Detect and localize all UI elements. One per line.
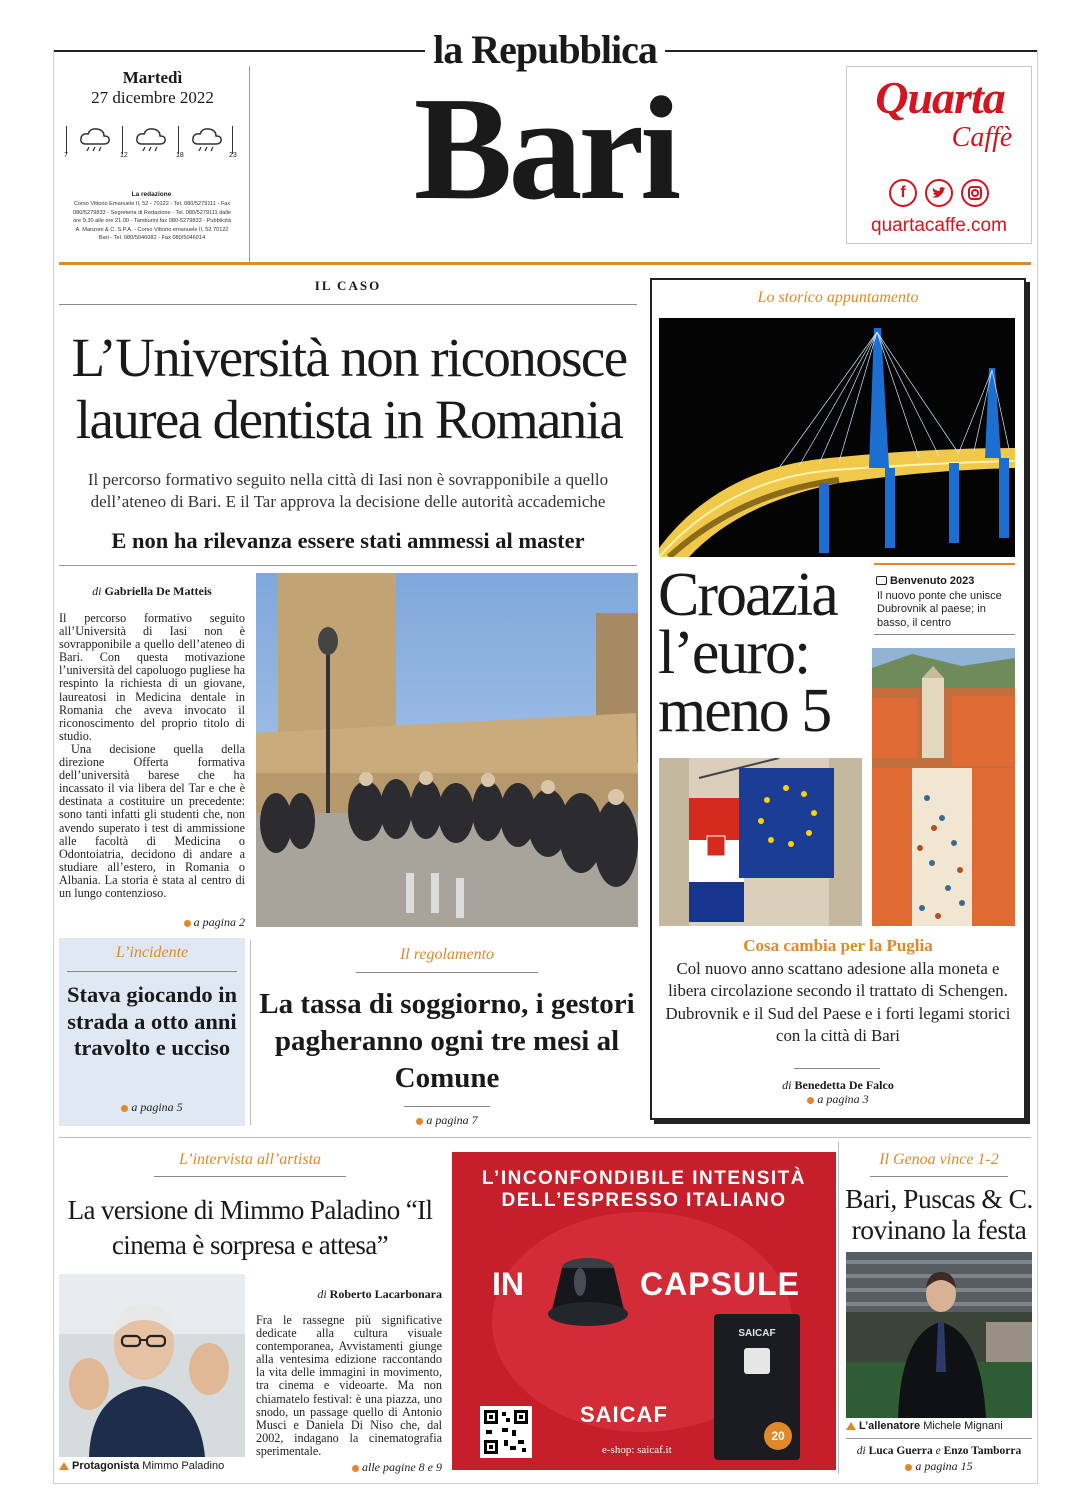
regolamento-rule <box>356 972 538 973</box>
rain-cloud-icon <box>190 126 224 154</box>
caption-text: Michele Mignani <box>923 1420 1003 1432</box>
incidente-rule <box>67 971 237 972</box>
intervista-rule <box>154 1176 346 1177</box>
caption-marker-icon <box>59 1462 69 1470</box>
byline-author: Enzo Tamborra <box>943 1445 1022 1457</box>
intervista-page-ref[interactable] <box>256 1460 442 1475</box>
page-frame-right <box>1037 50 1038 1484</box>
intervista-kicker: L’intervista all’artista <box>178 1151 322 1168</box>
lead-byline <box>59 584 245 599</box>
saicaf-product-box <box>714 1314 800 1460</box>
page-ref-text: a pagina 3 <box>817 1092 869 1106</box>
regolamento-page-ref[interactable] <box>256 1113 638 1128</box>
box-brand: SAICAF <box>738 1328 776 1339</box>
lead-body <box>59 612 245 900</box>
redazione-text: Corso Vittorio Emanuele II, 52 - 70122 - Tel. 080/5279111 - Fax 080/5279833 - Segreteria di Redazione - Tel. 080/5279111 dalle ore 9.30 alle ore 21.00 - Tamburini fax 080-5279833 - Pubblicità A. Manzoni & C. S.P.A. - Corso Vittorio emanuele II, 52 70122 Bari - Tel. 080/5046082 - Fax 080/5046014 <box>73 201 231 242</box>
weather-hour: 12 <box>120 152 128 159</box>
rain-cloud-icon <box>78 126 112 154</box>
genoa-kicker: Il Genoa vince 1-2 <box>879 1151 999 1168</box>
mignani-photo <box>846 1252 1032 1418</box>
byline-prefix: di <box>317 1287 327 1301</box>
caption-bold: Protagonista <box>72 1460 140 1472</box>
quarta-brand-bottom: Caffè <box>951 122 1013 153</box>
saicaf-eshop[interactable]: e-shop: saicaf.it <box>602 1444 672 1456</box>
intervista-headline: La versione di Mimmo Paladino “Il cinema è sorpresa e attesa” <box>67 1195 433 1260</box>
incidente-page-ref[interactable] <box>59 1100 245 1115</box>
date-full: 27 dicembre 2022 <box>91 88 214 107</box>
caption-title-row <box>876 575 974 587</box>
lead-page-ref[interactable] <box>59 915 245 930</box>
bullet-icon <box>352 1465 359 1472</box>
intervista-byline <box>256 1287 442 1302</box>
croazia-rule <box>794 1068 880 1069</box>
section-divider <box>59 1137 1031 1138</box>
dubrovnik-photo <box>872 648 1015 926</box>
bullet-icon <box>807 1097 814 1104</box>
byline-prefix: di <box>782 1078 792 1092</box>
paladino-photo <box>59 1274 245 1457</box>
masthead-rule-left <box>53 50 425 52</box>
caption-marker-icon <box>846 1422 856 1430</box>
qr-code-icon[interactable] <box>480 1406 532 1458</box>
column-divider <box>250 940 251 1125</box>
croazia-byline <box>652 1078 1024 1093</box>
bullet-icon <box>416 1118 423 1125</box>
twitter-icon[interactable] <box>925 179 953 207</box>
saicaf-capsule-word: CAPSULE <box>640 1266 800 1302</box>
croazia-headline: Croazia l’euro: meno 5 <box>658 561 837 745</box>
byline-prefix: di <box>92 584 102 598</box>
page-ref-text: a pagina 7 <box>426 1113 478 1127</box>
portrait-illustration <box>59 1274 245 1457</box>
byline-author: Gabriella De Matteis <box>104 584 212 598</box>
weather-slot <box>120 122 176 162</box>
caption-bold: L’allenatore <box>859 1420 921 1432</box>
rain-cloud-icon <box>134 126 168 154</box>
lead-kicker: IL CASO <box>314 278 382 293</box>
regolamento-rule-bottom <box>404 1106 490 1107</box>
bridge-illustration <box>659 318 1015 557</box>
bridge-photo <box>659 318 1015 557</box>
regolamento-headline: La tassa di soggiorno, i gestori pagheranno ogni tre mesi al Comune <box>259 988 635 1094</box>
lead-photo <box>256 573 638 927</box>
column-divider <box>838 1142 839 1474</box>
page-ref-text: a pagina 5 <box>131 1100 183 1114</box>
page-frame-left <box>53 50 54 1484</box>
redazione-title: La redazione <box>131 191 172 198</box>
saicaf-line1: L’INCONFONDIBILE INTENSITÀ <box>482 1168 806 1189</box>
lead-body-paragraph: Una decisione quella della direzione Offerta formativa dell’università barese che ha incassato il via libera del Tar e che è destinata a costituire un precedente: sono tanti infatti gli studenti che, non avendo superato i test di ammissione alle facoltà di Medicina o Odontoiatria, decidono di andare a studiare all’estero, in Romania o Albania. La storia è stata al centro di un lungo contenzioso. <box>59 741 245 900</box>
incidente-kicker: L’incidente <box>115 944 189 961</box>
byline-prefix: di <box>856 1445 866 1457</box>
caption-text: Mimmo Paladino <box>142 1460 225 1472</box>
box-logo <box>744 1348 770 1374</box>
lead-kicker-rule <box>59 304 637 305</box>
quarta-url[interactable]: quartacaffe.com <box>871 215 1007 236</box>
lead-deck-rule <box>59 565 637 566</box>
genoa-page-ref[interactable] <box>846 1459 1032 1474</box>
croazia-page-ref[interactable] <box>652 1092 1024 1107</box>
box-badge: 20 <box>764 1422 792 1450</box>
mignani-caption <box>846 1420 1036 1432</box>
genoa-headline: Bari, Puscas & C. rovinano la festa <box>845 1183 1033 1245</box>
page-ref-text: alle pagine 8 e 9 <box>362 1460 442 1474</box>
weather-tick <box>122 126 123 154</box>
incidente-box <box>59 938 245 1126</box>
regolamento-kicker: Il regolamento <box>399 946 495 963</box>
dubrovnik-illustration <box>872 648 1015 926</box>
paper-name: la Repubblica <box>433 27 657 72</box>
saicaf-line2: DELL’ESPRESSO ITALIANO <box>501 1190 787 1211</box>
masthead-orange-rule <box>59 262 1031 265</box>
genoa-byline <box>844 1445 1034 1457</box>
capsule-icon <box>540 1252 636 1332</box>
social-row <box>889 179 993 209</box>
byline-author: Roberto Lacarbonara <box>329 1287 442 1301</box>
caption-title: Benvenuto 2023 <box>890 575 975 587</box>
croazia-caption <box>874 563 1015 635</box>
saicaf-brand: SAICAF <box>580 1402 668 1427</box>
coach-illustration <box>846 1252 1032 1418</box>
castle-crowd-illustration <box>256 573 638 927</box>
byline-author: Luca Guerra <box>868 1445 933 1457</box>
bullet-icon <box>121 1105 128 1112</box>
date-day: Martedì <box>122 68 183 87</box>
croazia-subkicker: Cosa cambia per la Puglia <box>743 936 933 955</box>
weather-slot <box>176 122 232 162</box>
camera-icon <box>876 576 887 585</box>
page-frame-bottom <box>53 1483 1038 1484</box>
intervista-body: Fra le rassegne più significative dedicate alla cultura visuale contemporanea, Avvistamenti giunge alla ventesima edizione raccontando la vita delle immagini in movimento, tra cinema e videoarte. Ma non chiamatelo festival: è una piazza, uno snodo, un passage quello di Antonio Musci e Daniela Di Niso che, dal 2002, indagano la cinematografia sperimentale. <box>256 1313 442 1458</box>
left-box-divider <box>249 66 250 264</box>
weather-tick-end <box>232 126 233 154</box>
weather-hour: 7 <box>64 152 68 159</box>
weather-tick <box>178 126 179 154</box>
quarta-ad[interactable] <box>846 66 1032 244</box>
weather-strip <box>64 122 242 162</box>
weather-slot <box>64 122 120 162</box>
caption-text: Il nuovo ponte che unisce Dubrovnik al paese; in basso, il centro <box>877 590 1002 629</box>
byline-author: Benedetta De Falco <box>794 1078 894 1092</box>
bullet-icon <box>184 920 191 927</box>
flags-illustration <box>659 758 862 926</box>
weather-hour: 23 <box>229 152 237 159</box>
byline-and: e <box>935 1445 941 1457</box>
paladino-caption <box>59 1460 259 1472</box>
page-ref-text: a pagina 2 <box>193 915 245 929</box>
lead-deck: E non ha rilevanza essere stati ammessi al master <box>111 528 585 553</box>
page-ref-text: a pagina 15 <box>915 1459 973 1473</box>
croazia-kicker: Lo storico appuntamento <box>757 289 919 306</box>
incidente-headline: Stava giocando in strada a otto anni travolto e ucciso <box>66 982 238 1060</box>
masthead-rule-right <box>665 50 1038 52</box>
bullet-icon <box>905 1464 912 1471</box>
genoa-rule <box>870 1176 1008 1177</box>
instagram-icon[interactable] <box>961 179 989 207</box>
flags-photo <box>659 758 862 926</box>
saicaf-ad[interactable] <box>452 1152 836 1470</box>
quarta-brand-top: Quarta <box>875 72 1005 123</box>
saicaf-in: IN <box>492 1266 524 1302</box>
lead-body-paragraph: Il percorso formativo seguito all’Università di Iasi non è sovrapponibile a quello dell’ateneo di Bari. Con questa motivazione l’università del capoluogo pugliese ha respinto la richiesta di un giovane, laureatosi in Medicina dentale in Romania che aveva invocato il riconoscimento del proprio titolo di studio. <box>59 611 245 743</box>
weather-tick <box>66 126 67 154</box>
edition-title: Bari <box>413 67 678 231</box>
weather-hour: 18 <box>176 152 184 159</box>
lead-subhead: Il percorso formativo seguito nella città di Iasi non è sovrapponibile a quello dell’ateneo di Bari. E il Tar approva la decisione delle autorità accademiche <box>87 470 609 511</box>
facebook-icon[interactable]: f <box>889 179 917 207</box>
lead-headline: L’Università non riconosce laurea dentista in Romania <box>71 327 627 450</box>
croazia-summary: Col nuovo anno scattano adesione alla moneta e libera circolazione secondo il trattato di Schengen. Dubrovnik e il Sud del Paese e i forti legami storici con la città di Bari <box>665 959 1011 1045</box>
genoa-caption-rule <box>846 1438 1032 1439</box>
